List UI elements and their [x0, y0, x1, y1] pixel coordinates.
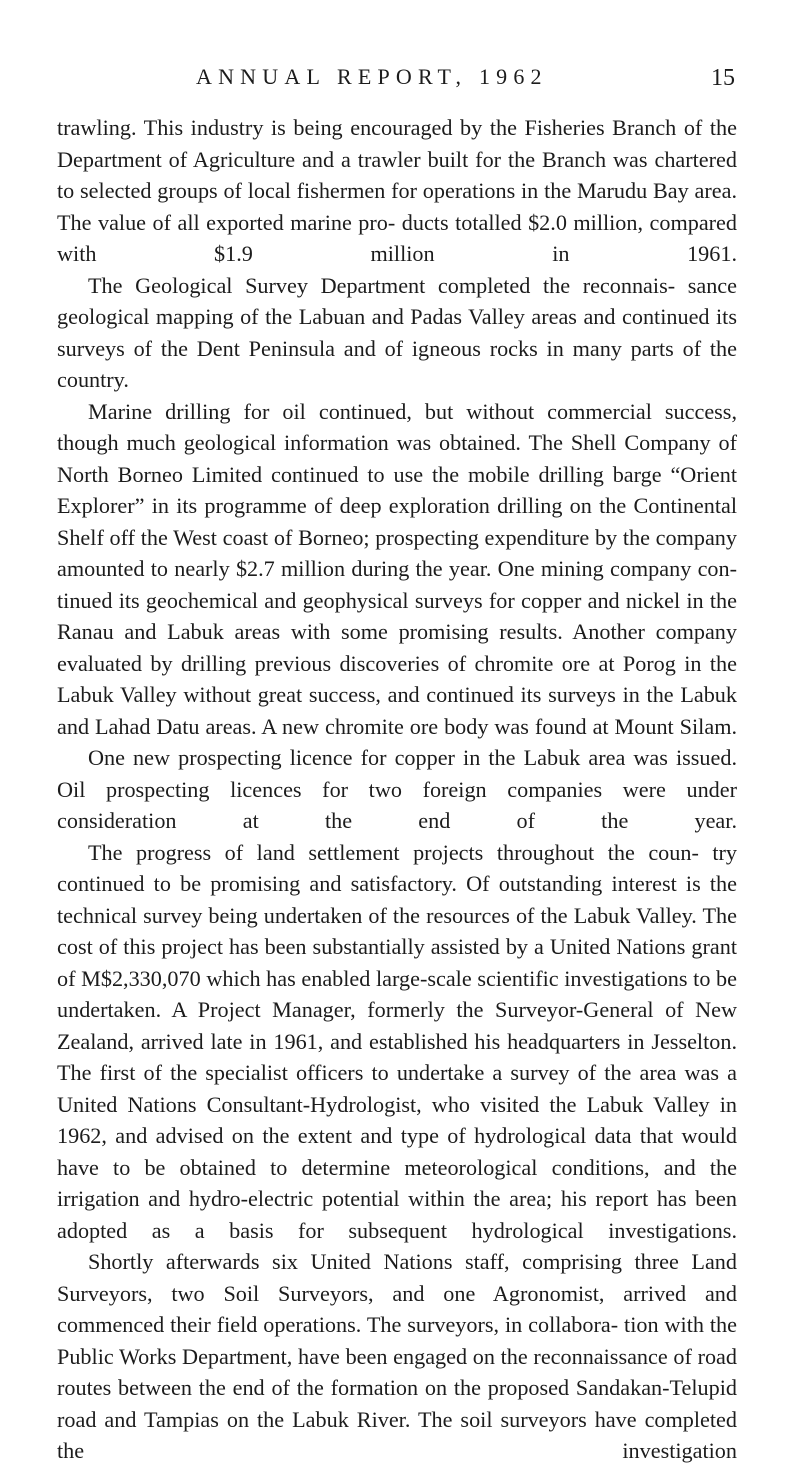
paragraph-land-settlement: The progress of land settlement projects throughout the coun- try continued to be promising and satisfactory. Of outstanding interest is the technical survey being undertaken of the resources of the Labuk Valley. The cost of this project has been substantially assisted by a United Nations grant of M$2,330,070 which has enabled large-scale scientific investigations to be undertaken. A Project Manager, formerly the Surveyor-General of New Zealand, arrived late in 1961, and established his headquarters in Jesselton. The first of the specialist officers to undertake a survey of the area was a United Nations Consultant-Hydrologist, who visited the Labuk Valley in 1962, and advised on the extent and type of hydrological data that would have to be obtained to determine meteorological conditions, and the irrigation and hydro-electric potential within the area; his report has been adopted as a basis for subsequent hydrological investigations.: [57, 839, 737, 1243]
paragraph-geological-survey: The Geological Survey Department completed the reconnais- sance geological mapping of the Labuan and Padas Valley areas and continued its surveys of the Dent Peninsula and of igneous rocks in many parts of the country.: [57, 272, 737, 392]
body-text: [57, 112, 737, 1467]
running-head: [0, 62, 800, 92]
running-title: ANNUAL REPORT, 1962: [196, 64, 548, 89]
page-number: 15: [711, 65, 735, 91]
paragraph-fisheries: trawling. This industry is being encouraged by the Fisheries Branch of the Department of Agriculture and a trawler built for the Branch was chartered to selected groups of local fishermen for operations in the Marudu Bay area. The value of all exported marine pro- ducts totalled $2.0 million, compared with $1.9 million in 1961.: [57, 115, 737, 266]
paragraph-united-nations-staff: Shortly afterwards six United Nations staff, comprising three Land Surveyors, two Soil Surveyors, and one Agronomist, arrived and commenced their field operations. The surveyors, in collabora- tion with the Public Works Department, have been engaged on the reconnaissance of road routes between the end of the formation on the proposed Sandakan-Telupid road and Tampias on the Labuk River. The soil surveyors have completed the investigation: [57, 1249, 737, 1463]
paragraph-marine-drilling: Marine drilling for oil continued, but without commercial success, though much geological information was obtained. The Shell Company of North Borneo Limited continued to use the mobile drilling barge “Orient Explorer” in its programme of deep exploration drilling on the Continental Shelf off the West coast of Borneo; prospecting expenditure by the company amounted to nearly $2.7 million during the year. One mining company con- tinued its geochemical and geophysical surveys for copper and nickel in the Ranau and Labuk areas with some promising results. Another company evaluated by drilling previous discoveries of chromite ore at Porog in the Labuk Valley without great success, and continued its surveys in the Labuk and Lahad Datu areas. A new chromite ore body was found at Mount Silam.: [57, 398, 737, 739]
paragraph-prospecting-licences: One new prospecting licence for copper in the Labuk area was issued. Oil prospecting licences for two foreign companies were under consideration at the end of the year.: [57, 745, 737, 833]
